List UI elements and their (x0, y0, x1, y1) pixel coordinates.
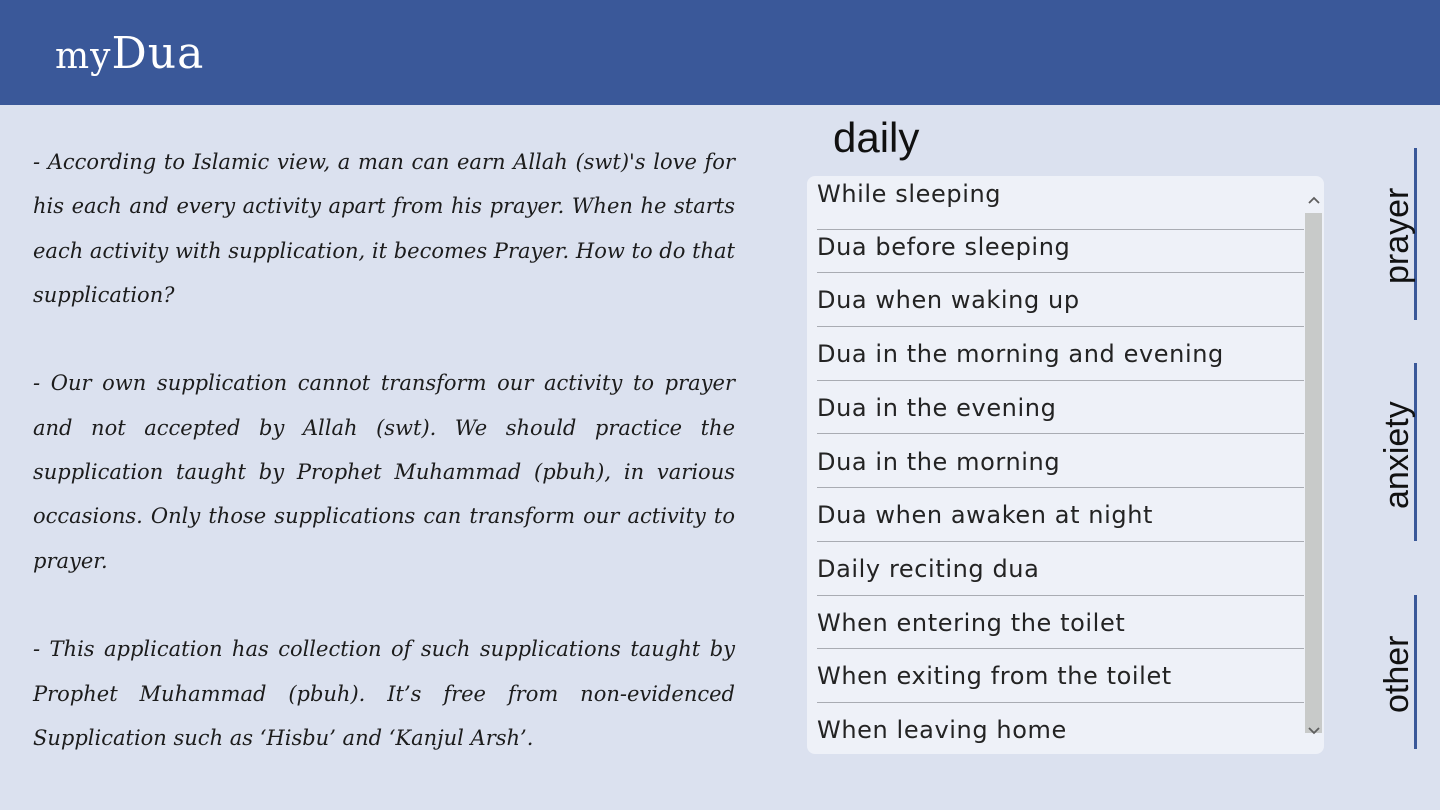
tab-anxiety[interactable] (1358, 363, 1428, 541)
list-item[interactable]: Dua before sleeping (817, 220, 1304, 274)
app-title-prefix: my (55, 36, 112, 77)
list-item[interactable]: When leaving home (817, 716, 1067, 744)
dua-list (807, 176, 1324, 754)
chevron-down-icon[interactable] (1304, 721, 1324, 741)
list-item[interactable]: When exiting from the toilet (817, 649, 1304, 703)
tab-label: anxiety (1378, 401, 1416, 509)
intro-text (33, 140, 735, 804)
intro-paragraph: - This application has collection of such supplications taught by Prophet Muhammad (pbuh). It’s free from non-evidenced Supplication such as ‘Hisbu’ and ‘Kanjul Arsh’. (33, 637, 735, 750)
tab-label: other (1378, 635, 1416, 713)
tab-prayer[interactable] (1358, 148, 1428, 320)
app-header (0, 0, 1440, 105)
list-item[interactable]: Daily reciting dua (817, 542, 1304, 596)
list-item[interactable]: Dua in the evening (817, 381, 1304, 435)
tab-other[interactable] (1358, 595, 1428, 749)
list-scrollbar[interactable] (1304, 176, 1324, 754)
app-title (55, 26, 204, 85)
list-item[interactable]: Dua in the morning (817, 435, 1304, 489)
list-item[interactable]: Dua when waking up (817, 273, 1304, 327)
app-title-suffix: Dua (111, 28, 205, 79)
intro-paragraph: - According to Islamic view, a man can earn Allah (swt)'s love for his each and every activity apart from his prayer. When he starts each activity with supplication, it becomes Prayer. How to do that supplication? (33, 150, 735, 307)
list-item[interactable]: While sleeping (817, 176, 1304, 230)
tab-label: prayer (1378, 187, 1416, 284)
category-title: daily (833, 114, 920, 161)
intro-paragraph: - Our own supplication cannot transform our activity to prayer and not accepted by Allah (swt). We should practice the supplication taught by Prophet Muhammad (pbuh), in various occasions. Only those supplications can transform our activity to prayer. (33, 371, 735, 573)
list-item[interactable]: Dua when awaken at night (817, 488, 1304, 542)
scroll-thumb[interactable] (1305, 213, 1322, 733)
list-item[interactable]: Dua in the morning and evening (817, 327, 1304, 381)
list-item[interactable]: When entering the toilet (817, 596, 1304, 650)
chevron-up-icon[interactable] (1304, 190, 1324, 210)
